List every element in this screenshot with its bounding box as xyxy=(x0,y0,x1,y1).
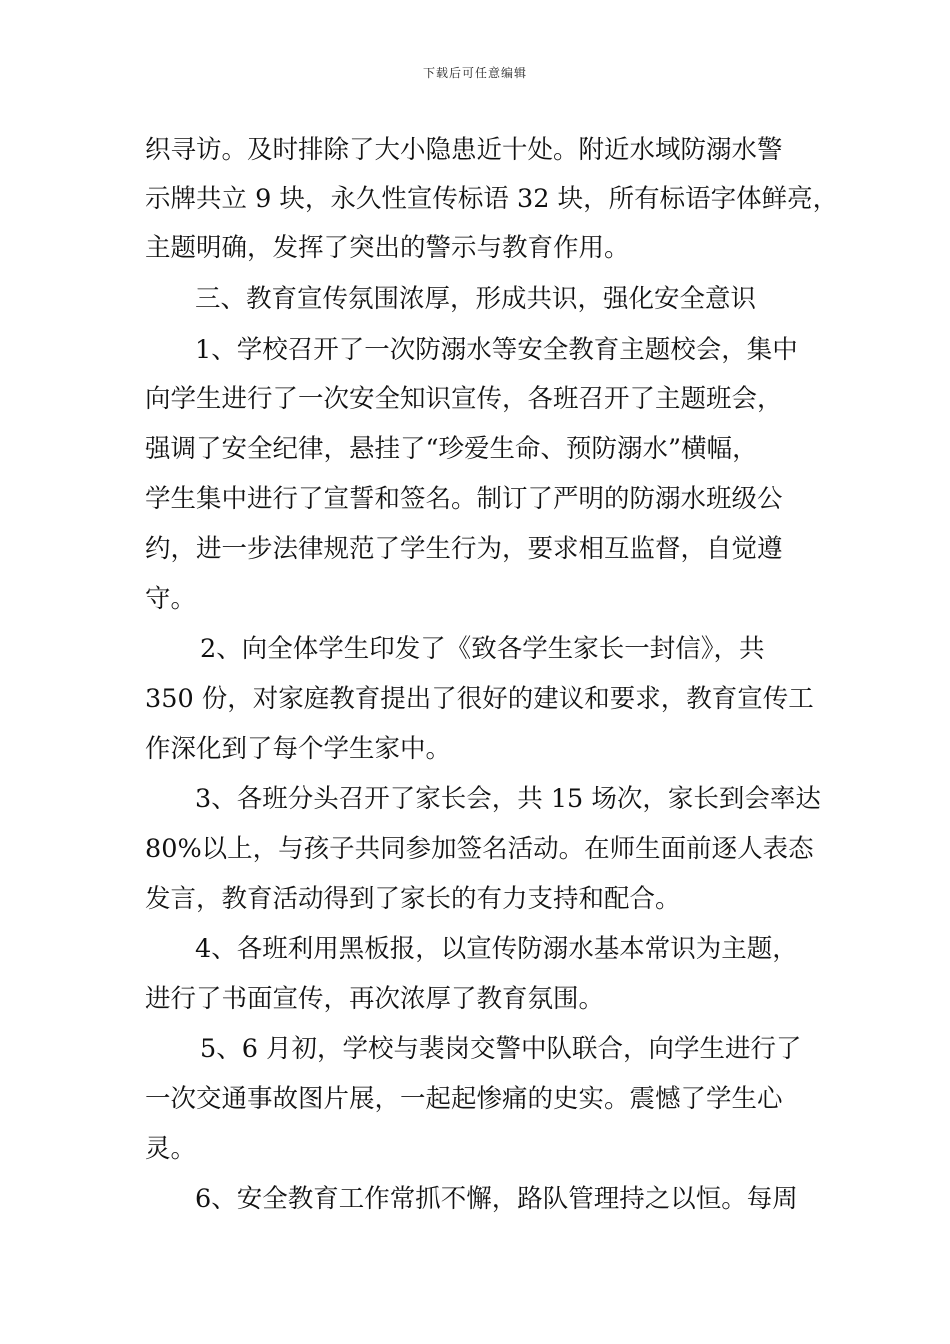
text-line: 发言，教育活动得到了家长的有力支持和配合。 xyxy=(145,884,681,914)
text-line: 进行了书面宣传，再次浓厚了教育氛围。 xyxy=(145,984,605,1014)
page-header: 下载后可任意编辑 xyxy=(422,66,527,80)
text-line: 作深化到了每个学生家中。 xyxy=(145,734,452,764)
text-line: 5、6 月初，学校与裴岗交警中队联合，向学生进行了 xyxy=(200,1034,802,1064)
text-line: 向学生进行了一次安全知识宣传，各班召开了主题班会， xyxy=(145,384,783,414)
text-line: 约，进一步法律规范了学生行为，要求相互监督，自觉遵 xyxy=(145,534,783,564)
text-line: 1、学校召开了一次防溺水等安全教育主题校会，集中 xyxy=(195,335,798,365)
text-line: 2、向全体学生印发了《致各学生家长一封信》，共 xyxy=(200,634,765,664)
text-line: 主题明确，发挥了突出的警示与教育作用。 xyxy=(145,233,630,263)
section-heading: 三、教育宣传氛围浓厚，形成共识，强化安全意识 xyxy=(195,284,757,314)
text-line: 6、安全教育工作常抓不懈，路队管理持之以恒。每周 xyxy=(195,1184,798,1214)
text-line: 3、各班分头召开了家长会，共 15 场次，家长到会率达 xyxy=(195,784,821,814)
text-line: 350 份，对家庭教育提出了很好的建议和要求，教育宣传工 xyxy=(145,684,814,714)
text-line: 学生集中进行了宣誓和签名。制订了严明的防溺水班级公 xyxy=(145,484,783,514)
text-line: 织寻访。及时排除了大小隐患近十处。附近水域防溺水警 xyxy=(145,135,783,165)
text-line: 强调了安全纪律，悬挂了“珍爱生命、预防溺水”横幅， xyxy=(145,434,758,464)
text-line: 一次交通事故图片展，一起起惨痛的史实。震憾了学生心 xyxy=(145,1084,783,1114)
text-line: 80%以上，与孩子共同参加签名活动。在师生面前逐人表态 xyxy=(145,834,814,864)
text-line: 4、各班利用黑板报，以宣传防溺水基本常识为主题， xyxy=(195,934,798,964)
text-line: 灵。 xyxy=(145,1134,197,1164)
text-line: 示牌共立 9 块，永久性宣传标语 32 块，所有标语字体鲜亮， xyxy=(145,184,839,214)
text-line: 守。 xyxy=(145,584,197,614)
